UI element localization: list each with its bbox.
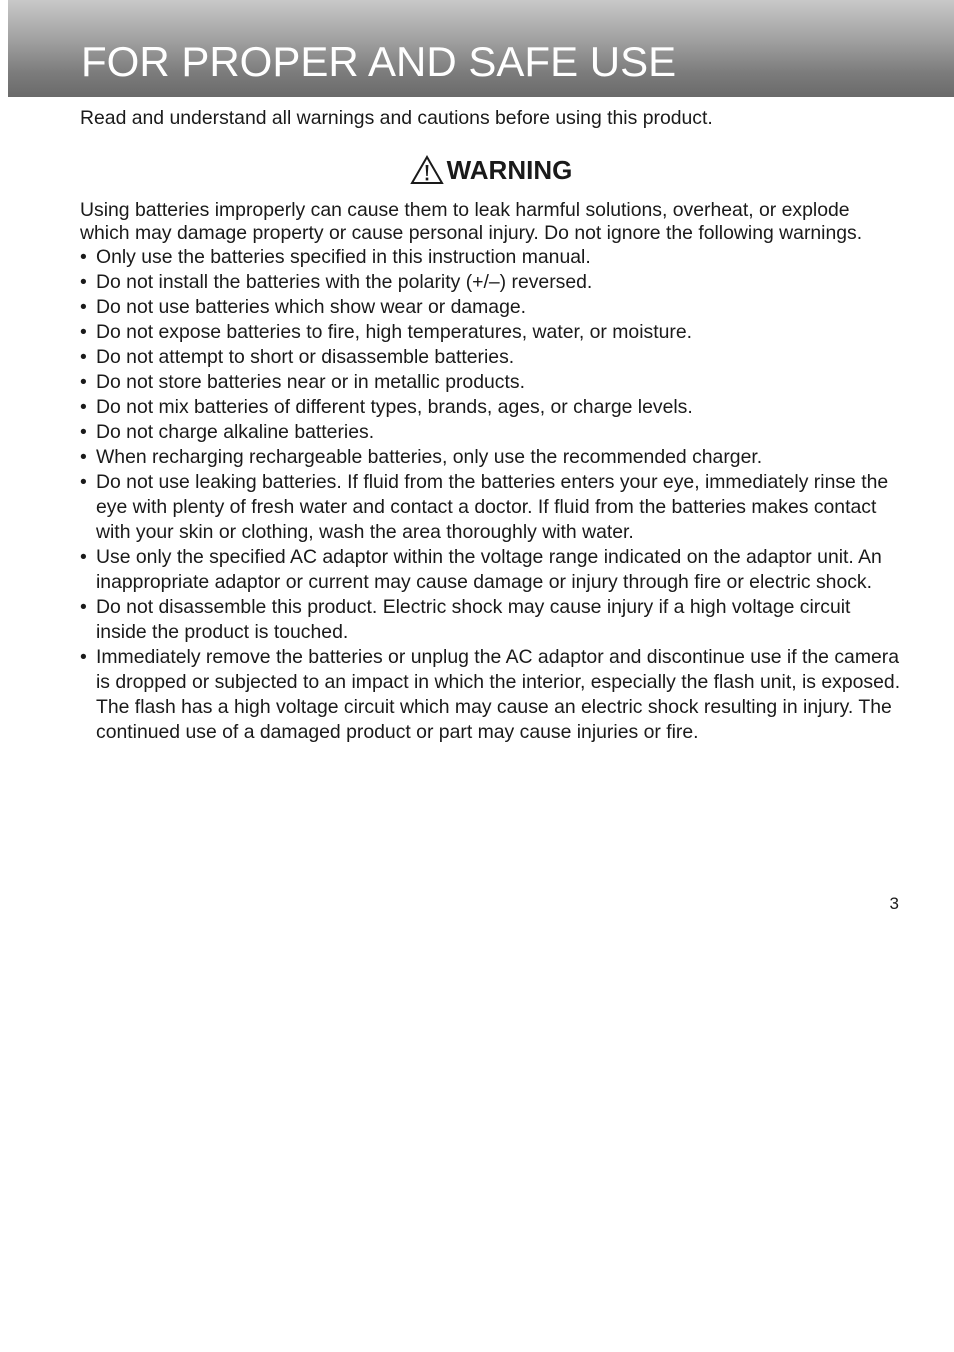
battery-warning-item-text: Do not use leaking batteries. If fluid from the batteries enters your eye, immediately rinse the eye with plenty of fresh water and contact a doctor. If fluid from the batteries makes contact with your skin or clothing, wash the area thoroughly with water.: [96, 471, 889, 543]
general-warning-item-text: Do not disassemble this product. Electric shock may cause injury if a high voltage circuit inside the product is touched.: [96, 596, 851, 643]
general-warning-item-text: Use only the specified AC adaptor within the voltage range indicated on the adaptor unit. An inappropriate adaptor or current may cause damage or injury through fire or electric shock.: [96, 546, 882, 593]
warning-paragraph: Using batteries improperly can cause them to leak harmful solutions, overheat, or explode which may damage property or cause personal injury. Do not ignore the following warnings.: [80, 199, 863, 244]
warning-heading: [80, 155, 902, 185]
battery-warning-item: [80, 395, 902, 420]
battery-warning-item: [80, 320, 902, 345]
bullet-dot: •: [80, 471, 87, 493]
bullet-dot: •: [80, 596, 87, 618]
warning-heading-label: WARNING: [446, 155, 573, 185]
battery-warning-item-text: Do not attempt to short or disassemble batteries.: [96, 346, 515, 368]
bullet-dot: •: [80, 421, 87, 443]
battery-warning-item: [80, 295, 902, 320]
battery-warning-item-text: Only use the batteries specified in this instruction manual.: [96, 246, 591, 268]
battery-warning-item: [80, 470, 902, 545]
bullet-dot: •: [80, 646, 87, 668]
general-warning-item: [80, 645, 902, 745]
bullet-dot: •: [80, 396, 87, 418]
battery-warning-item: [80, 370, 902, 395]
battery-warning-item: [80, 345, 902, 370]
bullet-dot: •: [80, 446, 87, 468]
battery-warning-list: [80, 245, 902, 545]
battery-warning-item-text: Do not mix batteries of different types, brands, ages, or charge levels.: [96, 396, 693, 418]
bullet-dot: •: [80, 321, 87, 343]
battery-warning-item: [80, 445, 902, 470]
battery-warning-item-text: Do not use batteries which show wear or damage.: [96, 296, 527, 318]
page-title: FOR PROPER AND SAFE USE: [81, 38, 677, 85]
battery-warning-item-text: Do not store batteries near or in metallic products.: [96, 371, 525, 393]
battery-warning-item: [80, 270, 902, 295]
general-warning-list: [80, 545, 902, 745]
battery-warning-item: [80, 420, 902, 445]
battery-warning-item-text: Do not expose batteries to fire, high temperatures, water, or moisture.: [96, 321, 693, 343]
bullet-dot: •: [80, 296, 87, 318]
warning-triangle-icon: [410, 155, 444, 185]
bullet-dot: •: [80, 346, 87, 368]
battery-warning-item: [80, 245, 902, 270]
intro-text: Read and understand all warnings and cautions before using this product.: [80, 107, 713, 129]
battery-warning-item-text: Do not charge alkaline batteries.: [96, 421, 375, 443]
general-warning-item: [80, 545, 902, 595]
general-warning-item: [80, 595, 902, 645]
battery-warning-item-text: Do not install the batteries with the polarity (+/–) reversed.: [96, 271, 593, 293]
battery-warning-item-text: When recharging rechargeable batteries, only use the recommended charger.: [96, 446, 763, 468]
page-number: 3: [889, 894, 899, 913]
bullet-dot: •: [80, 271, 87, 293]
bullet-dot: •: [80, 546, 87, 568]
general-warning-item-text: Immediately remove the batteries or unplug the AC adaptor and discontinue use if the camera is dropped or subjected to an impact in which the interior, especially the flash unit, is exposed. The flash has a high voltage circuit which may cause an electric shock resulting in injury. The continued use of a damaged product or part may cause injuries or fire.: [96, 646, 901, 743]
bullet-dot: •: [80, 371, 87, 393]
page-content: [80, 106, 902, 745]
bullet-dot: •: [80, 246, 87, 268]
